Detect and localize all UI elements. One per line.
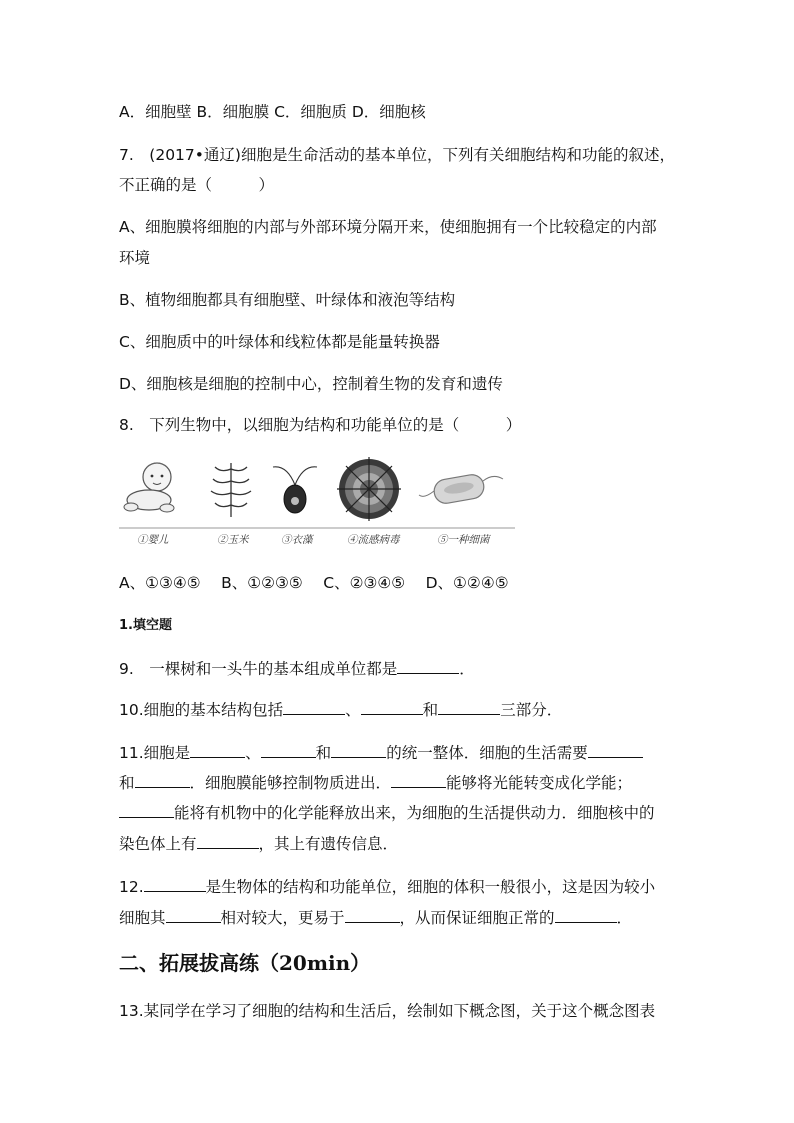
q10 bbox=[119, 698, 562, 720]
q7-option-c: C、细胞质中的叶绿体和线粒体都是能量转换器 bbox=[119, 333, 440, 351]
q12-line1 bbox=[119, 875, 655, 897]
q8-organisms-figure bbox=[119, 455, 515, 550]
q11-blank-3[interactable] bbox=[331, 741, 386, 758]
q9 bbox=[119, 657, 475, 679]
q10-blank-1[interactable] bbox=[283, 698, 345, 715]
q12-text: 是生物体的结构和功能单位，细胞的体积一般很小，这是因为较小 bbox=[205, 878, 656, 896]
q12-text: ． bbox=[616, 909, 633, 927]
q11-text: ．细胞膜能够控制物质进出． bbox=[189, 774, 392, 792]
q6-options: A．细胞壁 B．细胞膜 C．细胞质 D．细胞核 bbox=[119, 103, 426, 121]
q12-blank-2[interactable] bbox=[166, 906, 221, 923]
q10-part3: 和 bbox=[422, 701, 439, 719]
q11-blank-7[interactable] bbox=[119, 801, 174, 818]
q10-part4: 三部分． bbox=[500, 701, 563, 719]
q7-option-d: D、细胞核是细胞的控制中心，控制着生物的发育和遗传 bbox=[119, 375, 503, 393]
q11-blank-4[interactable] bbox=[588, 741, 643, 758]
bacterium-illustration bbox=[419, 473, 503, 505]
q12-text: 12. bbox=[119, 878, 144, 896]
caption-baby: ①婴儿 bbox=[137, 534, 169, 546]
q11-blank-8[interactable] bbox=[197, 832, 259, 849]
q10-part1: 10.细胞的基本结构包括 bbox=[119, 701, 284, 719]
q7-option-a-line2: 环境 bbox=[119, 249, 151, 267]
q7-option-a-line1: A、细胞膜将细胞的内部与外部环境分隔开来，使细胞拥有一个比较稳定的内部 bbox=[119, 218, 657, 236]
q11-text: 、 bbox=[245, 744, 261, 762]
q11-line1 bbox=[119, 741, 643, 763]
corn-illustration bbox=[211, 463, 251, 517]
q9-text: 9. 一棵树和一头牛的基本组成单位都是 bbox=[119, 660, 398, 678]
section-fill-in-heading: 1.填空题 bbox=[119, 618, 172, 633]
baby-illustration bbox=[124, 463, 174, 512]
caption-virus: ④流感病毒 bbox=[347, 534, 400, 546]
q7-option-b: B、植物细胞都具有细胞壁、叶绿体和液泡等结构 bbox=[119, 291, 456, 309]
q12-line2 bbox=[119, 906, 632, 928]
q11-line2 bbox=[119, 771, 632, 793]
q12-blank-3[interactable] bbox=[345, 906, 400, 923]
q8-options: A、①③④⑤ B、①②③⑤ C、②③④⑤ D、①②④⑤ bbox=[119, 574, 509, 592]
q12-text: ，从而保证细胞正常的 bbox=[399, 909, 555, 927]
q10-blank-3[interactable] bbox=[438, 698, 500, 715]
section2-heading: 二、拓展拔高练（20min） bbox=[119, 951, 371, 975]
q11-text: 的统一整体．细胞的生活需要 bbox=[386, 744, 588, 762]
q8-stem: 8. 下列生物中，以细胞为结构和功能单位的是（ ） bbox=[119, 416, 522, 434]
q11-text: 11.细胞是 bbox=[119, 744, 191, 762]
q10-blank-2[interactable] bbox=[361, 698, 423, 715]
caption-chlamydomonas: ③衣藻 bbox=[281, 534, 313, 546]
q11-blank-5[interactable] bbox=[135, 771, 190, 788]
q11-blank-1[interactable] bbox=[190, 741, 245, 758]
q11-text: 能将有机物中的化学能释放出来，为细胞的生活提供动力．细胞核中的 bbox=[174, 804, 655, 822]
q12-text: 细胞其 bbox=[119, 909, 166, 927]
influenza-virus-illustration bbox=[337, 457, 401, 521]
caption-bacterium: ⑤一种细菌 bbox=[437, 534, 490, 546]
q13-line1: 13.某同学在学习了细胞的结构和生活后，绘制如下概念图，关于这个概念图表 bbox=[119, 1002, 656, 1020]
q11-text: 能够将光能转变成化学能； bbox=[446, 774, 633, 792]
q12-blank-4[interactable] bbox=[555, 906, 617, 923]
q12-blank-1[interactable] bbox=[144, 875, 206, 892]
chlamydomonas-illustration bbox=[273, 467, 317, 513]
q12-text: 相对较大，更易于 bbox=[220, 909, 345, 927]
q11-line4 bbox=[119, 832, 398, 854]
q11-text: 和 bbox=[315, 744, 332, 762]
q10-part2: 、 bbox=[345, 701, 361, 719]
q7-stem-line1: 7. (2017•通辽)细胞是生命活动的基本单位，下列有关细胞结构和功能的叙述， bbox=[119, 146, 675, 164]
q11-blank-2[interactable] bbox=[261, 741, 316, 758]
q11-text: 染色体上有 bbox=[119, 835, 197, 853]
q11-line3 bbox=[119, 801, 655, 823]
q7-stem-line2: 不正确的是（ ） bbox=[119, 176, 275, 194]
q11-text: ，其上有遗传信息． bbox=[258, 835, 399, 853]
caption-corn: ②玉米 bbox=[217, 534, 249, 546]
q9-blank[interactable] bbox=[397, 657, 459, 674]
q11-text: 和 bbox=[119, 774, 135, 792]
q11-blank-6[interactable] bbox=[391, 771, 446, 788]
q9-end: ． bbox=[459, 660, 475, 678]
